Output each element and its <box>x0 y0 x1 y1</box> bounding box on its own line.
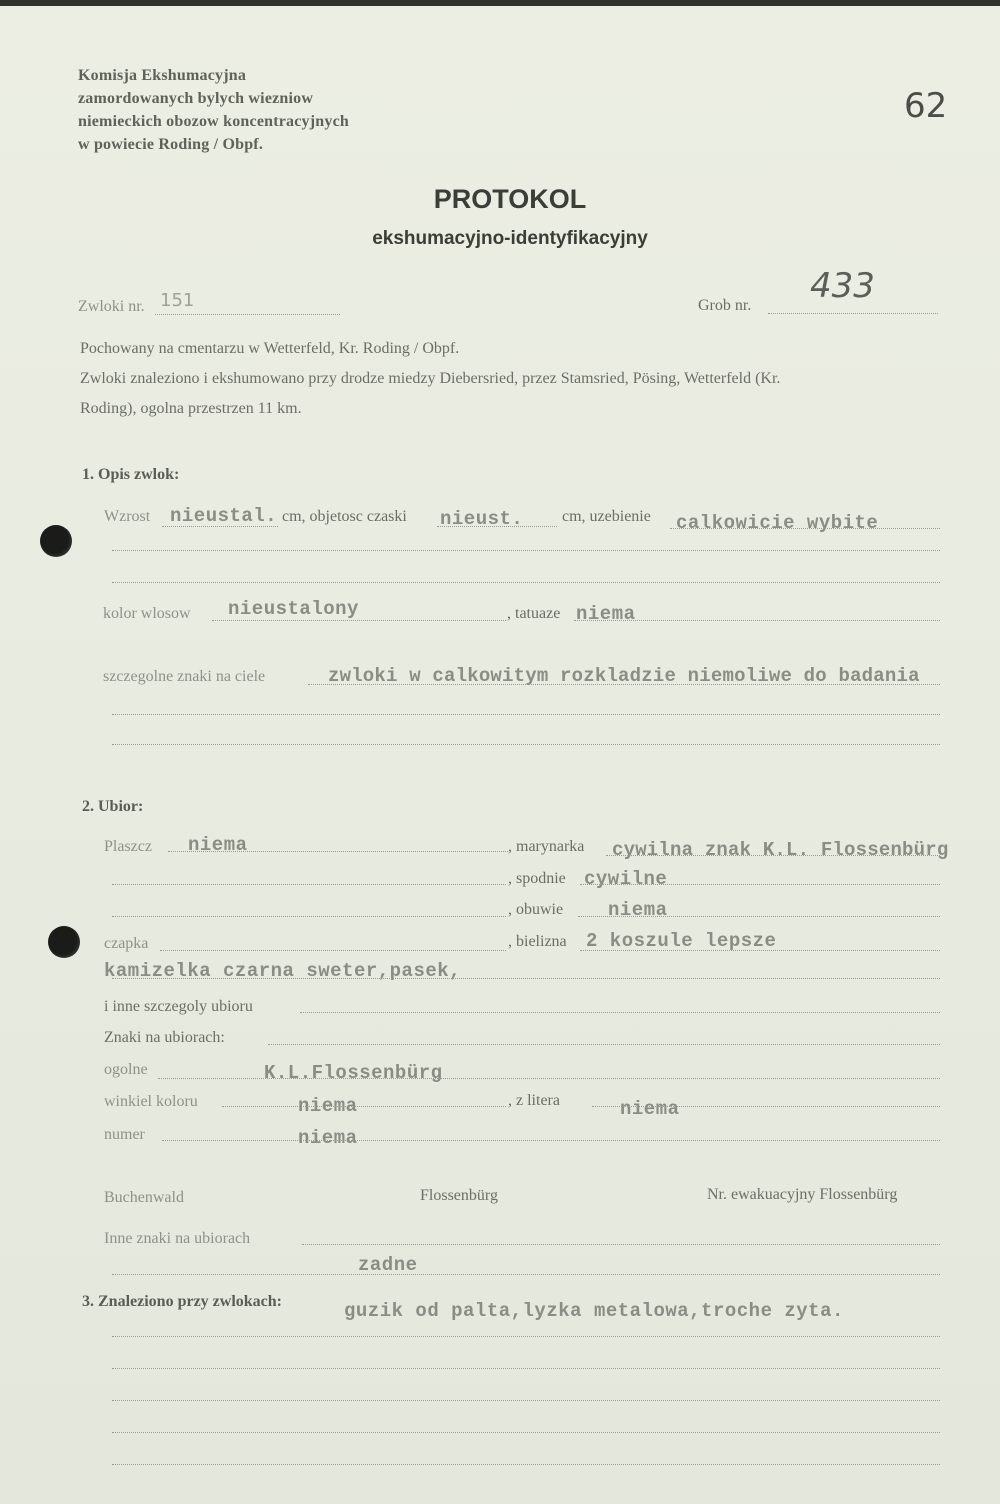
punch-hole-icon <box>48 926 80 958</box>
tatuaze-label: , tatuaze <box>507 605 561 622</box>
tatuaze-value: niema <box>576 603 636 625</box>
buchenwald-label: Buchenwald <box>104 1189 184 1206</box>
document-title: PROTOKOL <box>433 184 587 214</box>
numer-value: niema <box>298 1127 358 1149</box>
header-line: w powiecie Roding / Obpf. <box>78 136 264 153</box>
zwloki-number: 151 <box>160 290 195 311</box>
header-line: niemieckich obozow koncentracyjnych <box>78 113 349 130</box>
wzrost-label: Wzrost <box>104 508 151 525</box>
extra-clothing-value: kamizelka czarna sweter,pasek, <box>104 960 462 982</box>
ogolne-value: K.L.Flossenbürg <box>264 1062 443 1084</box>
wlosy-value: nieustalony <box>228 598 359 620</box>
bielizna-value: 2 koszule lepsze <box>586 930 777 952</box>
cm-uzebienie-label: cm, uzebienie <box>562 508 651 525</box>
wzrost-value: nieustal. <box>170 505 278 527</box>
inne-znaki-label: Inne znaki na ubiorach <box>104 1230 251 1247</box>
czaszka-value: nieust. <box>440 508 524 530</box>
header-line: zamordowanych bylych wiezniow <box>78 90 314 107</box>
wlosy-label: kolor wlosow <box>103 605 191 622</box>
spodnie-value: cywilne <box>584 868 668 890</box>
zwloki-label: Zwloki nr. <box>78 298 145 315</box>
znaki-ubiory-title: Znaki na ubiorach: <box>104 1029 225 1046</box>
grob-label: Grob nr. <box>698 297 752 314</box>
commission-header <box>78 64 349 156</box>
flossenburg-label: Flossenbürg <box>420 1187 498 1204</box>
znaki-value: zwloki w calkowitym rozkladzie niemoliwe do badania <box>328 665 920 687</box>
exhumation-place: Zwloki znaleziono i ekshumowano przy drodze miedzy Diebersried, przez Stamsried, Pösing, Wetterfeld (Kr. <box>80 370 781 387</box>
found-items-value: guzik od palta,lyzka metalowa,troche zyta. <box>344 1300 844 1322</box>
scan-top-edge <box>0 0 1000 6</box>
cm-czaszka-label: cm, objetosc czaski <box>282 508 407 525</box>
marynarka-value: cywilna znak K.L. Flossenbürg <box>612 839 949 861</box>
obuwie-label: , obuwie <box>508 901 564 918</box>
litera-label: , z litera <box>508 1092 560 1109</box>
header-line: Komisja Ekshumacyjna <box>78 67 247 84</box>
winkiel-value: niema <box>298 1095 358 1117</box>
obuwie-value: niema <box>608 899 668 921</box>
page-number: 62 <box>904 86 948 126</box>
grob-number: 433 <box>810 266 875 306</box>
ogolne-label: ogolne <box>104 1061 148 1078</box>
punch-hole-icon <box>40 525 72 557</box>
marynarka-label: , marynarka <box>508 838 585 855</box>
section-3-title: 3. Znaleziono przy zwlokach: <box>82 1293 282 1310</box>
plaszcz-value: niema <box>188 834 248 856</box>
inne-szczegoly-label: i inne szczegoly ubioru <box>104 998 253 1015</box>
winkiel-label: winkiel koloru <box>104 1093 198 1110</box>
numer-label: numer <box>104 1126 145 1143</box>
znaki-label: szczegolne znaki na ciele <box>103 668 266 685</box>
section-1-title: 1. Opis zwlok: <box>82 466 180 483</box>
ewakuacyjny-label: Nr. ewakuacyjny Flossenbürg <box>707 1186 898 1203</box>
section-2-title: 2. Ubior: <box>82 798 144 815</box>
uzebienie-value: calkowicie wybite <box>676 512 879 534</box>
litera-value: niema <box>620 1098 680 1120</box>
exhumation-place-cont: Roding), ogolna przestrzen 11 km. <box>80 400 302 417</box>
burial-place: Pochowany na cmentarzu w Wetterfeld, Kr. Roding / Obpf. <box>80 340 460 357</box>
spodnie-label: , spodnie <box>508 870 566 887</box>
bielizna-label: , bielizna <box>508 933 567 950</box>
czapka-label: czapka <box>104 935 149 952</box>
document-subtitle: ekshumacyjno-identyfikacyjny <box>372 228 648 249</box>
inne-znaki-value: zadne <box>358 1254 418 1276</box>
plaszcz-label: Plaszcz <box>104 838 152 855</box>
